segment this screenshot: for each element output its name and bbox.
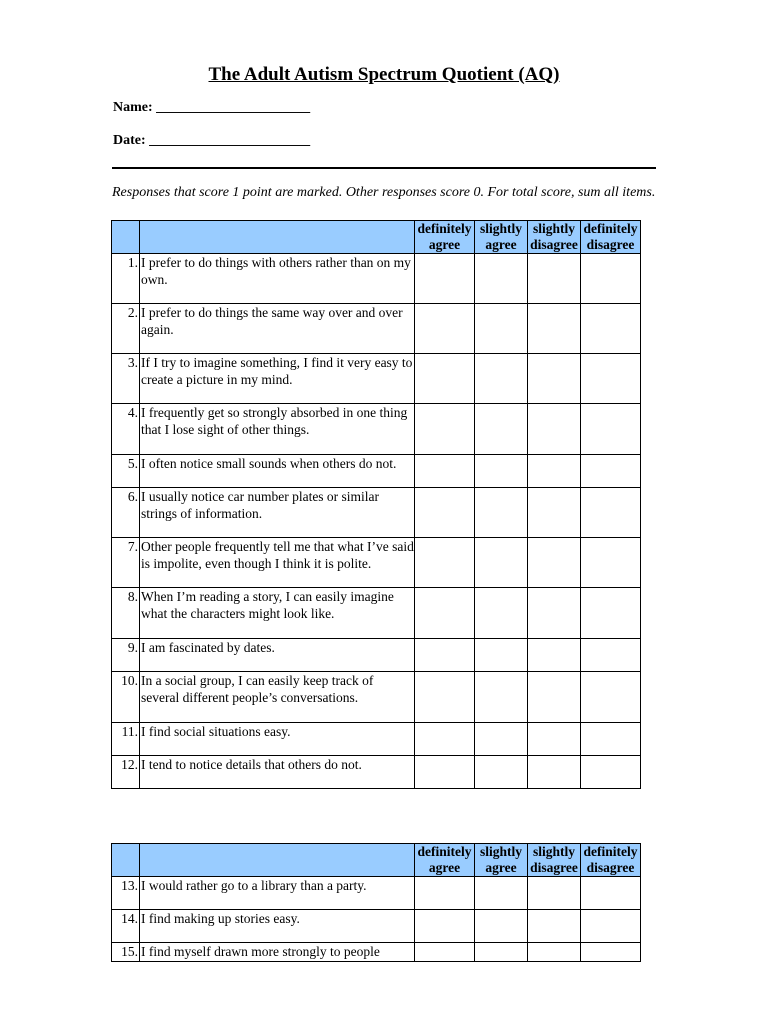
question-text: I frequently get so strongly absorbed in one thing that I lose sight of other things. xyxy=(140,404,415,455)
question-number: 11. xyxy=(112,723,140,756)
header-slightly-disagree: slightly disagree xyxy=(528,844,581,877)
header-blank-num xyxy=(112,844,140,877)
response-cell-definitely-agree[interactable] xyxy=(415,538,475,588)
response-cell-slightly-agree[interactable] xyxy=(475,304,528,354)
response-cell-definitely-disagree[interactable] xyxy=(581,488,641,538)
question-row xyxy=(112,354,641,404)
response-cell-definitely-disagree[interactable] xyxy=(581,538,641,588)
question-row xyxy=(112,404,641,455)
response-cell-definitely-agree[interactable] xyxy=(415,639,475,672)
question-number: 3. xyxy=(112,354,140,404)
response-cell-definitely-agree[interactable] xyxy=(415,254,475,304)
question-text: Other people frequently tell me that what I’ve said is impolite, even though I think it is polite. xyxy=(140,538,415,588)
response-cell-definitely-agree[interactable] xyxy=(415,877,475,910)
response-cell-definitely-disagree[interactable] xyxy=(581,723,641,756)
response-cell-definitely-agree[interactable] xyxy=(415,910,475,943)
response-cell-definitely-agree[interactable] xyxy=(415,455,475,488)
question-number: 6. xyxy=(112,488,140,538)
response-cell-definitely-agree[interactable] xyxy=(415,488,475,538)
questionnaire-table-1 xyxy=(111,220,641,789)
question-row xyxy=(112,943,641,962)
name-field xyxy=(113,100,310,116)
question-text: I often notice small sounds when others do not. xyxy=(140,455,415,488)
response-cell-slightly-agree[interactable] xyxy=(475,943,528,962)
header-slightly-agree: slightly agree xyxy=(475,844,528,877)
question-number: 8. xyxy=(112,588,140,639)
date-blank[interactable]: _______________________ xyxy=(149,133,311,148)
response-cell-definitely-disagree[interactable] xyxy=(581,910,641,943)
divider xyxy=(112,167,656,169)
question-row xyxy=(112,910,641,943)
question-number: 10. xyxy=(112,672,140,723)
response-cell-slightly-agree[interactable] xyxy=(475,254,528,304)
name-blank[interactable]: ______________________ xyxy=(156,100,311,115)
question-row xyxy=(112,723,641,756)
response-cell-definitely-disagree[interactable] xyxy=(581,304,641,354)
response-cell-definitely-agree[interactable] xyxy=(415,943,475,962)
response-cell-slightly-disagree[interactable] xyxy=(528,723,581,756)
response-cell-slightly-disagree[interactable] xyxy=(528,943,581,962)
question-row xyxy=(112,639,641,672)
question-text: In a social group, I can easily keep track of several different people’s conversations. xyxy=(140,672,415,723)
response-cell-slightly-agree[interactable] xyxy=(475,756,528,789)
question-number: 4. xyxy=(112,404,140,455)
response-cell-slightly-agree[interactable] xyxy=(475,354,528,404)
question-text: I am fascinated by dates. xyxy=(140,639,415,672)
question-text: When I’m reading a story, I can easily imagine what the characters might look like. xyxy=(140,588,415,639)
response-cell-slightly-disagree[interactable] xyxy=(528,254,581,304)
response-cell-slightly-agree[interactable] xyxy=(475,639,528,672)
response-cell-slightly-agree[interactable] xyxy=(475,588,528,639)
question-number: 5. xyxy=(112,455,140,488)
response-cell-slightly-disagree[interactable] xyxy=(528,455,581,488)
question-number: 9. xyxy=(112,639,140,672)
response-cell-slightly-disagree[interactable] xyxy=(528,877,581,910)
header-slightly-disagree: slightly disagree xyxy=(528,221,581,254)
response-cell-definitely-disagree[interactable] xyxy=(581,756,641,789)
header-row xyxy=(112,221,641,254)
question-number: 14. xyxy=(112,910,140,943)
response-cell-definitely-disagree[interactable] xyxy=(581,639,641,672)
response-cell-slightly-disagree[interactable] xyxy=(528,672,581,723)
question-row xyxy=(112,588,641,639)
questionnaire-table-2 xyxy=(111,843,641,962)
name-label: Name: xyxy=(113,100,153,115)
response-cell-slightly-disagree[interactable] xyxy=(528,488,581,538)
question-number: 13. xyxy=(112,877,140,910)
header-blank-question xyxy=(140,844,415,877)
instructions: Responses that score 1 point are marked. Other responses score 0. For total score, sum all items. xyxy=(112,185,656,200)
question-text: I tend to notice details that others do not. xyxy=(140,756,415,789)
header-blank-num xyxy=(112,221,140,254)
response-cell-slightly-agree[interactable] xyxy=(475,455,528,488)
question-text: I prefer to do things with others rather than on my own. xyxy=(140,254,415,304)
question-row xyxy=(112,304,641,354)
response-cell-definitely-agree[interactable] xyxy=(415,404,475,455)
question-row xyxy=(112,455,641,488)
response-cell-slightly-agree[interactable] xyxy=(475,404,528,455)
response-cell-slightly-agree[interactable] xyxy=(475,723,528,756)
response-cell-definitely-agree[interactable] xyxy=(415,723,475,756)
question-row xyxy=(112,254,641,304)
response-cell-slightly-disagree[interactable] xyxy=(528,404,581,455)
header-definitely-disagree: definitely disagree xyxy=(581,221,641,254)
response-cell-slightly-agree[interactable] xyxy=(475,672,528,723)
question-text: I would rather go to a library than a party. xyxy=(140,877,415,910)
question-text: I usually notice car number plates or similar strings of information. xyxy=(140,488,415,538)
response-cell-slightly-disagree[interactable] xyxy=(528,538,581,588)
response-cell-slightly-disagree[interactable] xyxy=(528,588,581,639)
date-label: Date: xyxy=(113,133,146,148)
page-title: The Adult Autism Spectrum Quotient (AQ) xyxy=(208,64,560,85)
response-cell-definitely-agree[interactable] xyxy=(415,672,475,723)
question-number: 2. xyxy=(112,304,140,354)
response-cell-slightly-disagree[interactable] xyxy=(528,304,581,354)
header-slightly-agree: slightly agree xyxy=(475,221,528,254)
response-cell-definitely-disagree[interactable] xyxy=(581,588,641,639)
response-cell-slightly-agree[interactable] xyxy=(475,488,528,538)
response-cell-slightly-disagree[interactable] xyxy=(528,354,581,404)
question-text: I prefer to do things the same way over and over again. xyxy=(140,304,415,354)
header-row xyxy=(112,844,641,877)
response-cell-definitely-disagree[interactable] xyxy=(581,943,641,962)
question-row xyxy=(112,756,641,789)
question-number: 7. xyxy=(112,538,140,588)
response-cell-slightly-agree[interactable] xyxy=(475,538,528,588)
response-cell-definitely-agree[interactable] xyxy=(415,588,475,639)
question-row xyxy=(112,538,641,588)
question-row xyxy=(112,488,641,538)
response-cell-definitely-agree[interactable] xyxy=(415,756,475,789)
response-cell-definitely-agree[interactable] xyxy=(415,354,475,404)
response-cell-definitely-disagree[interactable] xyxy=(581,354,641,404)
response-cell-slightly-disagree[interactable] xyxy=(528,639,581,672)
date-field xyxy=(113,133,310,149)
response-cell-slightly-agree[interactable] xyxy=(475,910,528,943)
question-text: I find social situations easy. xyxy=(140,723,415,756)
response-cell-slightly-disagree[interactable] xyxy=(528,756,581,789)
question-number: 15. xyxy=(112,943,140,962)
question-number: 1. xyxy=(112,254,140,304)
header-definitely-agree: definitely agree xyxy=(415,221,475,254)
response-cell-definitely-disagree[interactable] xyxy=(581,455,641,488)
response-cell-definitely-disagree[interactable] xyxy=(581,404,641,455)
question-text: If I try to imagine something, I find it very easy to create a picture in my mind. xyxy=(140,354,415,404)
header-blank-question xyxy=(140,221,415,254)
response-cell-slightly-agree[interactable] xyxy=(475,877,528,910)
question-row xyxy=(112,672,641,723)
header-definitely-agree: definitely agree xyxy=(415,844,475,877)
response-cell-definitely-disagree[interactable] xyxy=(581,254,641,304)
question-row xyxy=(112,877,641,910)
response-cell-definitely-disagree[interactable] xyxy=(581,877,641,910)
question-number: 12. xyxy=(112,756,140,789)
header-definitely-disagree: definitely disagree xyxy=(581,844,641,877)
response-cell-definitely-agree[interactable] xyxy=(415,304,475,354)
response-cell-slightly-disagree[interactable] xyxy=(528,910,581,943)
question-text: I find making up stories easy. xyxy=(140,910,415,943)
question-text: I find myself drawn more strongly to people xyxy=(140,943,415,962)
response-cell-definitely-disagree[interactable] xyxy=(581,672,641,723)
